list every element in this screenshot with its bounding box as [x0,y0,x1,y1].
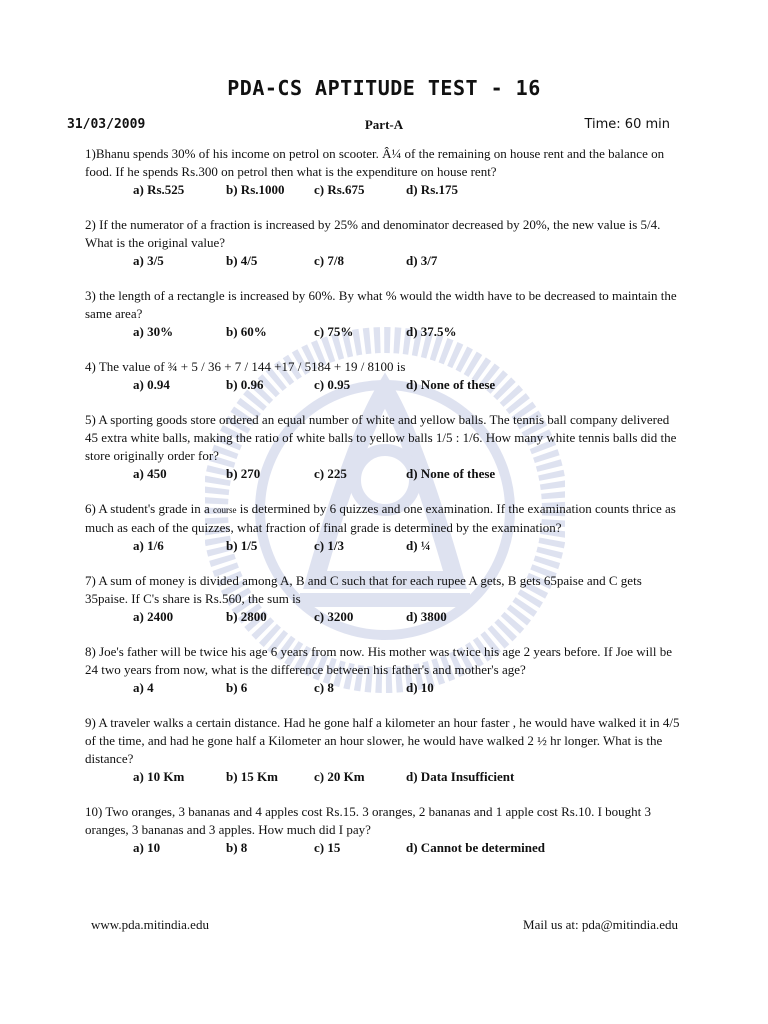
question-text: 2) If the numerator of a fraction is increased by 25% and denominator decreased by 20%, the new value is 5/4. What is the original value? [85,217,661,250]
option-d: d) Rs.175 [406,182,459,197]
question-text: 10) Two oranges, 3 bananas and 4 apples cost Rs.15. 3 oranges, 2 bananas and 1 apple cost Rs.10. I bought 3 oranges, 3 bananas and 3 apples. How much did I pay? [85,804,652,837]
option-a: a) 1/6 [133,538,164,553]
option-d: d) None of these [406,377,496,392]
question-text: 9) A traveler walks a certain distance. Had he gone half a kilometer an hour faster , he would have walked it in 4/5 of the time, and had he gone half a Kilometer an hour slower, he would have walked 2 ½ hr longer. What is the distance? [85,715,680,766]
option-c: c) 8 [314,680,334,695]
question-text: 3) the length of a rectangle is increased by 60%. By what % would the width have to be decreased to maintain the same area? [85,288,677,321]
question-8 [85,643,685,697]
question-9 [85,714,685,786]
question-list [85,145,685,857]
option-d: d) 10 [406,680,434,695]
option-a: a) 2400 [133,609,174,624]
answer-options [85,376,685,394]
question-3 [85,287,685,341]
option-d: d) 3/7 [406,253,438,268]
option-a: a) 30% [133,324,174,339]
answer-options [85,608,685,626]
contact-email[interactable]: Mail us at: pda@mitindia.edu [523,917,678,932]
question-text-part: 6) A student's grade in a [85,501,213,516]
option-b: b) 270 [226,466,261,481]
question-text-small: course [213,505,237,515]
option-c: c) 225 [314,466,347,481]
option-b: b) Rs.1000 [226,182,285,197]
answer-options [85,768,685,786]
answer-options [85,323,685,341]
time-limit: Time: 60 min [584,117,670,132]
option-a: a) Rs.525 [133,182,185,197]
option-b: b) 1/5 [226,538,258,553]
option-a: a) 10 [133,840,161,855]
option-b: b) 60% [226,324,267,339]
option-d: d) ¼ [406,538,431,553]
option-b: b) 6 [226,680,248,695]
question-text: 1)Bhanu spends 30% of his income on petrol on scooter. Â¼ of the remaining on house rent and the balance on food. If he spends Rs.300 on petrol then what is the expenditure on house rent? [85,146,665,179]
option-d: d) Cannot be determined [406,840,546,855]
option-d: d) 3800 [406,609,447,624]
option-b: b) 8 [226,840,248,855]
option-b: b) 15 Km [226,769,278,784]
option-c: c) 7/8 [314,253,344,268]
option-c: c) 3200 [314,609,354,624]
option-c: c) Rs.675 [314,182,365,197]
website-link[interactable]: www.pda.mitindia.edu [91,917,209,932]
question-text-part: is determined by 6 quizzes and one examination. If the examination counts thrice as much as each of the quizzes, what fraction of final grade is determined by the examination? [85,501,676,535]
option-d: d) None of these [406,466,496,481]
answer-options [85,252,685,270]
answer-options [85,181,685,199]
option-c: c) 15 [314,840,341,855]
option-a: a) 0.94 [133,377,170,392]
question-text: 4) The value of ¾ + 5 / 36 + 7 / 144 +17 / 5184 + 19 / 8100 is [85,359,406,374]
option-c: c) 20 Km [314,769,365,784]
option-a: a) 4 [133,680,154,695]
test-date: 31/03/2009 [67,117,146,132]
option-c: c) 75% [314,324,354,339]
question-4 [85,358,685,394]
answer-options [85,465,685,483]
option-c: c) 0.95 [314,377,351,392]
question-1 [85,145,685,199]
question-6 [85,500,685,555]
question-7 [85,572,685,626]
option-d: d) Data Insufficient [406,769,515,784]
option-a: a) 450 [133,466,167,481]
part-label: Part-A [364,117,404,132]
question-text: 8) Joe's father will be twice his age 6 years from now. His mother was twice his age 2 years before. If Joe will be 24 two years from now, what is the difference between his father's and mother's age? [85,644,673,677]
option-d: d) 37.5% [406,324,457,339]
question-text: 5) A sporting goods store ordered an equal number of white and yellow balls. The tennis ball company delivered 45 extra white balls, making the ratio of white balls to yellow balls 1/5 : 1/6. How many white tennis balls did the store originally order for? [85,412,677,463]
option-a: a) 3/5 [133,253,164,268]
answer-options [85,537,685,555]
question-5 [85,411,685,483]
question-text: 7) A sum of money is divided among A, B and C such that for each rupee A gets, B gets 65paise and C gets 35paise. If C's share is Rs.560, the sum is [85,573,642,606]
option-b: b) 4/5 [226,253,258,268]
question-text [85,500,685,537]
option-c: c) 1/3 [314,538,344,553]
option-a: a) 10 Km [133,769,185,784]
option-b: b) 0.96 [226,377,264,392]
question-2 [85,216,685,270]
option-b: b) 2800 [226,609,267,624]
answer-options [85,839,685,857]
question-10 [85,803,685,857]
page-title: PDA-CS APTITUDE TEST - 16 [227,76,541,100]
answer-options [85,679,685,697]
